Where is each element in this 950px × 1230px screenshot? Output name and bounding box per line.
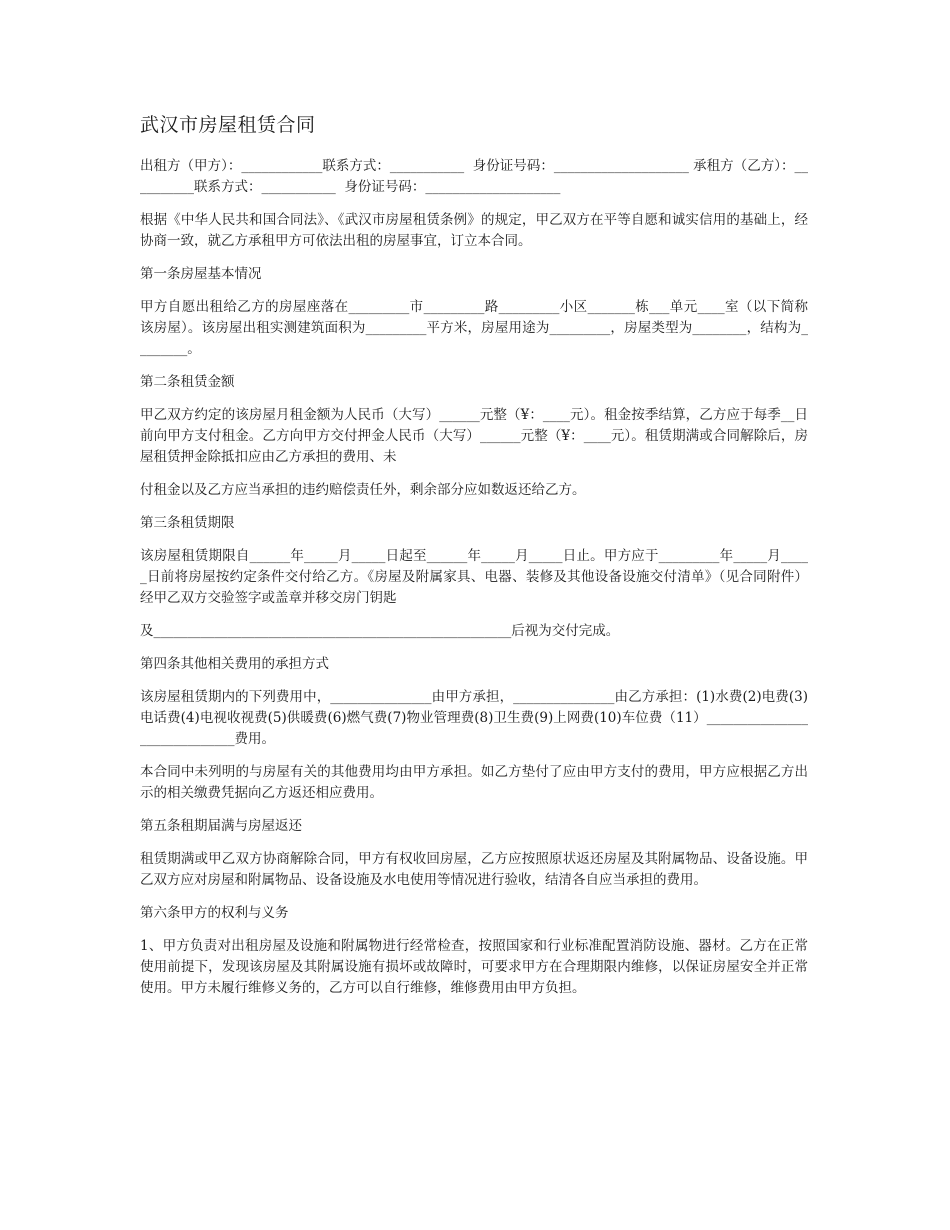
article-2-body-continued: 付租金以及乙方应当承担的违约赔偿责任外，剩余部分应如数返还给乙方。 bbox=[140, 482, 586, 498]
article-1-heading: 第一条房屋基本情况 bbox=[140, 266, 262, 282]
article-2-heading: 第二条租赁金额 bbox=[140, 374, 235, 390]
article-4-heading: 第四条其他相关费用的承担方式 bbox=[140, 656, 329, 672]
preamble-paragraph: 根据《中华人民共和国合同法》、《武汉市房屋租赁条例》的规定，甲乙双方在平等自愿和诚实信用的基础上，经协商一致，就乙方承租甲方可依法出租的房屋事宜，订立本合同。 bbox=[140, 212, 808, 249]
article-4-body: 该房屋租赁期内的下列费用中，_______________由甲方承担，_______________由乙方承担：(1)水费(2)电费(3)电话费(4)电视收视费(5)供暖费(6)燃气费(7)物业管理费(8)卫生费(9)上网费(10)车位费（11）_____________________________费用。 bbox=[140, 689, 808, 747]
article-2-body: 甲乙双方约定的该房屋月租金额为人民币（大写）______元整（¥：____元）。租金按季结算，乙方应于每季__日前向甲方支付租金。乙方向甲方交付押金人民币（大写）______元整（¥：____元）。租赁期满或合同解除后，房屋租赁押金除抵扣应由乙方承担的费用、未 bbox=[140, 407, 808, 465]
document-title: 武汉市房屋租赁合同 bbox=[140, 114, 316, 136]
article-5-heading: 第五条租期届满与房屋返还 bbox=[140, 818, 302, 834]
article-6-heading: 第六条甲方的权利与义务 bbox=[140, 905, 289, 921]
article-3-body-continued: 及_____________________________________________________后视为交付完成。 bbox=[140, 623, 620, 639]
article-4-body-2: 本合同中未列明的与房屋有关的其他费用均由甲方承担。如乙方垫付了应由甲方支付的费用，甲方应根据乙方出示的相关缴费凭据向乙方返还相应费用。 bbox=[140, 764, 808, 801]
contract-page bbox=[140, 112, 808, 1011]
article-3-heading: 第三条租赁期限 bbox=[140, 515, 235, 531]
article-6-body: 1、甲方负责对出租房屋及设施和附属物进行经常检查，按照国家和行业标准配置消防设施、器材。乙方在正常使用前提下，发现该房屋及其附属设施有损坏或故障时，可要求甲方在合理期限内维修，以保证房屋安全并正常使用。甲方未履行维修义务的，乙方可以自行维修，维修费用由甲方负担。 bbox=[140, 938, 808, 996]
article-1-body: 甲方自愿出租给乙方的房屋座落在_________市_________路_________小区_______栋___单元____室（以下简称该房屋）。该房屋出租实测建筑面积为_________平方米，房屋用途为_________，房屋类型为________，结构为________。 bbox=[140, 299, 808, 357]
article-3-body: 该房屋租赁期限自______年_____月_____日起至______年_____月_____日止。甲方应于_________年_____月_____日前将房屋按约定条件交付给乙方。《房屋及附属家具、电器、装修及其他设备设施交付清单》（见合同附件）经甲乙双方交验签字或盖章并移交房门钥匙 bbox=[140, 548, 808, 606]
parties-paragraph: 出租方（甲方）：____________联系方式：___________ 身份证号码：____________________ 承租方（乙方）：__________联系方式：___________ 身份证号码：____________________ bbox=[140, 158, 808, 195]
article-5-body: 租赁期满或甲乙双方协商解除合同，甲方有权收回房屋，乙方应按照原状返还房屋及其附属物品、设备设施。甲乙双方应对房屋和附属物品、设备设施及水电使用等情况进行验收，结清各自应当承担的费用。 bbox=[140, 851, 808, 888]
